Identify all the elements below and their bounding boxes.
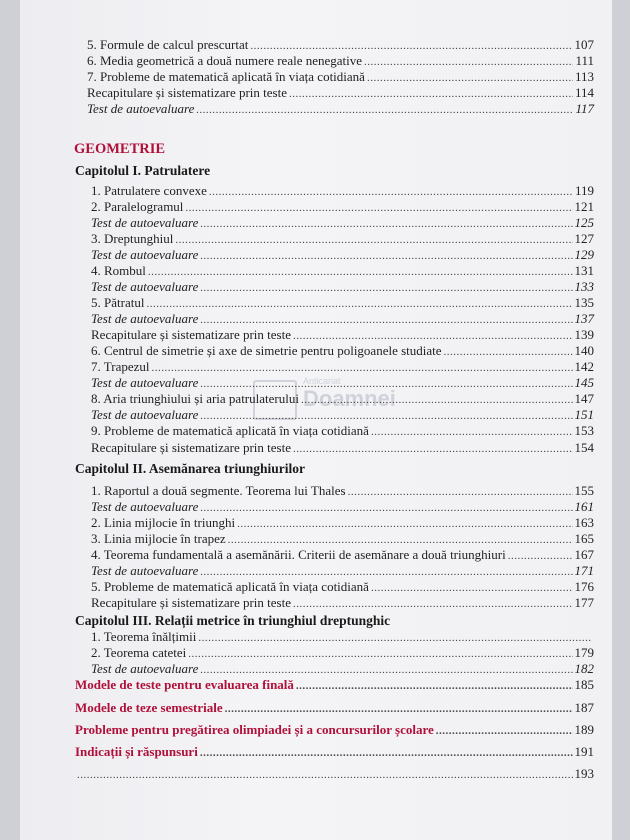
bleed-through-text [320,150,323,161]
toc-entry: 9. Probleme de matematică aplicată în viața cotidiană ..... 153 [91,423,594,440]
toc-entry: 2. Teorema catetei ..... 179 [91,645,594,662]
toc-entry: Test de autoevaluare ..... 171 [91,563,594,580]
toc-entry: Recapitulare și sistematizare prin teste ..... 177 [91,595,594,612]
chapter-title: Capitolul II. Asemănarea triunghiurilor [75,461,306,476]
toc-entry-final: Modele de teze semestriale ..... 187 [75,700,594,717]
toc-entry: 2. Paralelogramul ..... 121 [91,199,594,216]
toc-entry: 5. Formule de calcul prescurtat ..... 107 [87,37,594,54]
toc-entry: Recapitulare și sistematizare prin teste ..... 154 [91,440,594,457]
toc-entry: 7. Trapezul ..... 142 [91,359,594,376]
toc-entry: 1. Patrulatere convexe ..... 119 [91,183,594,200]
toc-entry: Recapitulare și sistematizare prin teste ..... 139 [91,327,594,344]
toc-entry: Recapitulare și sistematizare prin teste ..... 114 [87,85,594,102]
toc-entry: 1. Raportul a două segmente. Teorema lui Thales ..... 155 [91,483,594,500]
watermark-big-text: Doamnei [303,386,396,411]
toc-entry: 6. Media geometrică a două numere reale nenegative ..... 111 [87,53,594,70]
toc-entry: 2. Linia mijlocie în triunghi ..... 163 [91,515,594,532]
toc-entry: 7. Probleme de matematică aplicată în viața cotidiană ..... 113 [87,69,594,86]
chapter-title: Capitolul I. Patrulatere [75,163,211,178]
toc-entry: 5. Probleme de matematică aplicată în viața cotidiană ..... 176 [91,579,594,596]
toc-entry: 3. Linia mijlocie în trapez ..... 165 [91,531,594,548]
toc-entry: Test de autoevaluare ..... 117 [87,101,594,118]
section-title: GEOMETRIE [74,141,166,157]
toc-entry-final: Modele de teste pentru evaluarea finală ..... 185 [75,677,594,694]
toc-entry: 3. Dreptunghiul ..... 127 [91,231,594,248]
toc-entry: 4. Rombul ..... 131 [91,263,594,280]
toc-entry: Test de autoevaluare ..... 129 [91,247,594,264]
toc-entry-final: Indicații și răspunsuri ..... 191 [75,744,594,761]
chapter-title: Capitolul III. Relații metrice în triunghiul dreptunghic [75,613,391,628]
toc-entry: 8. Aria triunghiului și aria patrulaterului ..... 147 [91,391,594,408]
toc-entry: 6. Centrul de simetrie și axe de simetrie pentru poligoanele studiate ..... 140 [91,343,594,360]
toc-entry: Test de autoevaluare ..... 137 [91,311,594,328]
toc-entry: Test de autoevaluare ..... 182 [91,661,594,678]
toc-entry-final: Probleme pentru pregătirea olimpiadei și a concursurilor școlare ..... 189 [75,722,594,739]
toc-entry: 5. Pătratul ..... 135 [91,295,594,312]
toc-entry-final: ..... 193 [75,766,594,783]
toc-entry: Test de autoevaluare ..... 151 [91,407,594,424]
toc-entry: Test de autoevaluare ..... 161 [91,499,594,516]
toc-entry: Test de autoevaluare ..... 145 [91,375,594,392]
toc-entry: 1. Teorema înălțimii ..... [91,629,594,646]
toc-entry: Test de autoevaluare ..... 125 [91,215,594,232]
toc-entry: 4. Teorema fundamentală a asemănării. Criterii de asemănare a două triunghiuri ..... 167 [91,547,594,564]
toc-entry: Test de autoevaluare ..... 133 [91,279,594,296]
watermark-small-text: Anticariat [303,376,341,386]
